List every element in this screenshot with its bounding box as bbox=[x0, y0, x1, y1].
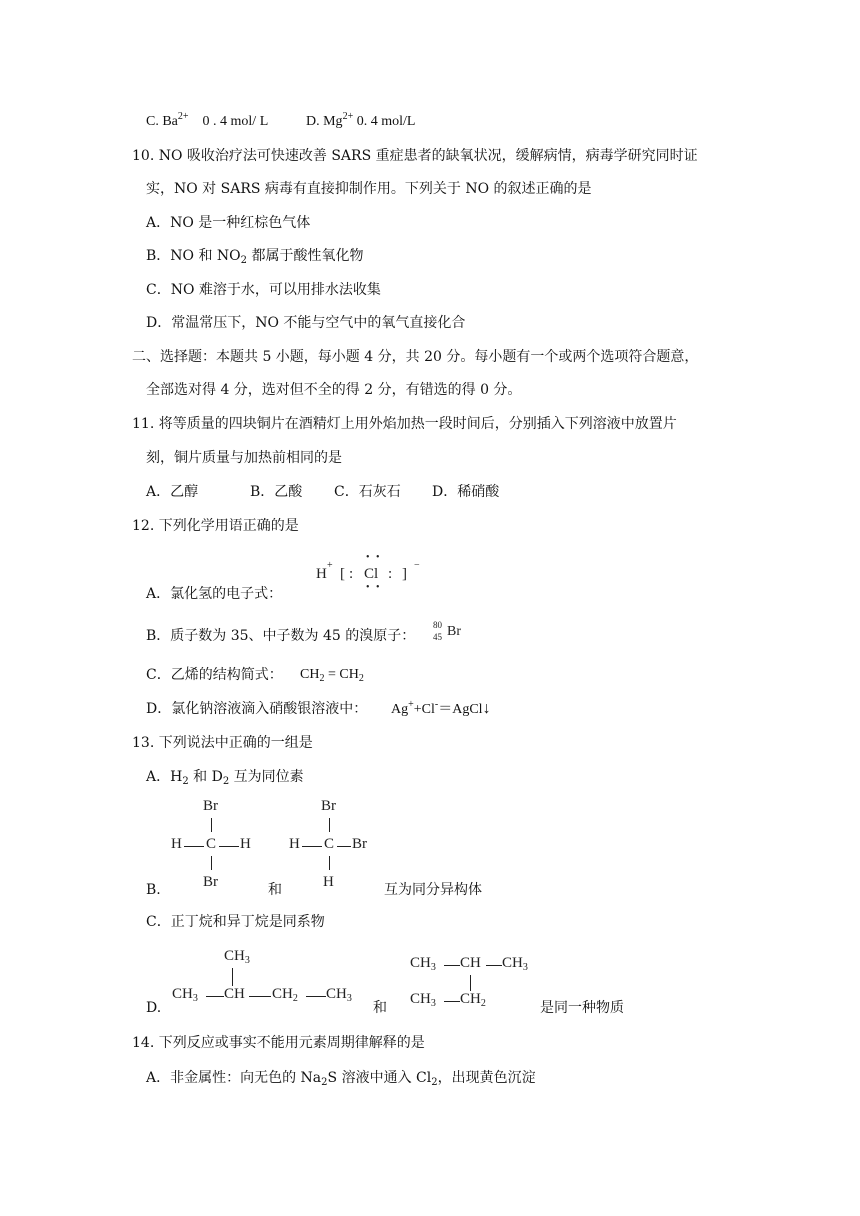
isobutane-structure-2 bbox=[410, 955, 550, 1015]
q13-option-a-sub1: 2 bbox=[182, 776, 189, 787]
q9-option-c-value: 0 . 4 mol/ L bbox=[202, 114, 269, 129]
q11-option-a: A．乙醇 bbox=[146, 484, 199, 500]
precipitate-arrow: ↓ bbox=[482, 700, 491, 717]
q13-option-d-tail: 是同一种物质 bbox=[540, 1000, 624, 1016]
q13-option-d-label: D. bbox=[146, 1000, 162, 1016]
agcl-ag-charge: + bbox=[408, 699, 414, 710]
ethene-left: CH bbox=[300, 667, 320, 682]
q13-option-a-mid: 和 D bbox=[188, 769, 223, 785]
q9-option-c-charge: 2+ bbox=[177, 111, 189, 122]
s1-bottom-br: Br bbox=[203, 874, 218, 890]
q13-option-b-tail: 互为同分异构体 bbox=[384, 882, 482, 898]
hcl-left-dots: : bbox=[349, 566, 354, 582]
s2-top-br: Br bbox=[321, 798, 336, 814]
q9-option-c bbox=[146, 112, 268, 132]
q10-option-b-pre: B．NO 和 NO bbox=[146, 248, 241, 264]
q13-option-a-pre: A．H bbox=[146, 769, 183, 785]
dibromomethane-structure-2 bbox=[286, 798, 376, 894]
q12-br-isotope bbox=[433, 620, 473, 650]
q14-option-a-post: ，出现黄色沉淀 bbox=[437, 1070, 536, 1086]
q10-option-b bbox=[146, 246, 363, 266]
s3-c3: $CH_2$ bbox=[272, 986, 298, 1004]
q13-option-b-label: B. bbox=[146, 882, 161, 898]
s2-center-c: C bbox=[324, 836, 335, 852]
s4-top-left: $CH_3$ bbox=[410, 955, 436, 973]
s1-top-br: Br bbox=[203, 798, 218, 814]
s3-c1: $CH_3$ bbox=[172, 986, 198, 1004]
br-symbol: Br bbox=[447, 624, 461, 639]
agcl-rest: ＝AgCl bbox=[438, 702, 483, 717]
q14-option-a-mid: S 溶液中通入 Cl bbox=[327, 1070, 432, 1086]
q9-option-d bbox=[306, 112, 415, 132]
hcl-right-dots: : bbox=[388, 566, 393, 582]
q10-stem-line1: 10. NO 吸收治疗法可快速改善 SARS 重症患者的缺氧状况，缓解病情，病毒学研究同时证 bbox=[132, 148, 698, 164]
ethene-left-sub: 2 bbox=[319, 673, 325, 684]
q12-option-a: A．氯化氢的电子式： bbox=[146, 586, 283, 602]
q11-option-d: D．稀硝酸 bbox=[432, 484, 500, 500]
q11-stem-line1: 11. 将等质量的四块铜片在酒精灯上用外焰加热一段时间后，分别插入下列溶液中放置片 bbox=[132, 416, 677, 432]
q14-option-a bbox=[146, 1068, 536, 1088]
q10-option-c: C．NO 难溶于水，可以用排水法收集 bbox=[146, 282, 381, 298]
q12-option-c: C．乙烯的结构简式： bbox=[146, 667, 283, 683]
q10-stem-line2: 实，NO 对 SARS 病毒有直接抑制作用。下列关于 NO 的叙述正确的是 bbox=[146, 181, 592, 197]
q9-option-c-prefix: C. Ba bbox=[146, 114, 178, 129]
q10-option-a: A．NO 是一种红棕色气体 bbox=[146, 215, 311, 231]
hcl-bottom-dots: • • bbox=[366, 582, 382, 593]
s1-left-h: H bbox=[171, 836, 182, 852]
q12-option-d-formula bbox=[391, 699, 491, 720]
hcl-h-charge: + bbox=[327, 560, 333, 571]
q10-option-d: D．常温常压下，NO 不能与空气中的氧气直接化合 bbox=[146, 315, 466, 331]
q14-option-a-pre: A．非金属性：向无色的 Na bbox=[146, 1070, 322, 1086]
q14-stem: 14. 下列反应或事实不能用元素周期律解释的是 bbox=[132, 1035, 425, 1051]
q13-option-b-and: 和 bbox=[268, 882, 282, 898]
q13-option-c: C．正丁烷和异丁烷是同系物 bbox=[146, 914, 325, 930]
br-mass-number: 80 bbox=[433, 620, 442, 630]
q12-option-c-formula bbox=[300, 665, 364, 685]
agcl-plus-cl: +Cl bbox=[413, 702, 435, 717]
q13-option-a bbox=[146, 767, 304, 787]
q12-hcl-electron-formula bbox=[316, 552, 426, 600]
q13-option-d-and: 和 bbox=[373, 1000, 387, 1016]
s3-branch: $CH_3$ bbox=[224, 948, 250, 966]
s3-c2: CH bbox=[224, 986, 245, 1002]
s2-left-h: H bbox=[289, 836, 300, 852]
ethene-eq: = bbox=[324, 667, 340, 682]
hcl-open-bracket: [ bbox=[340, 566, 345, 582]
ethene-right-sub: 2 bbox=[358, 673, 364, 684]
ethene-right: CH bbox=[339, 667, 359, 682]
agcl-cl-charge: - bbox=[434, 699, 439, 710]
section2-line2: 全部选对得 4 分，选对但不全的得 2 分，有错选的得 0 分。 bbox=[146, 382, 522, 398]
hcl-h: H bbox=[316, 566, 327, 582]
q11-option-c: C．石灰石 bbox=[334, 484, 401, 500]
s2-bottom-h: H bbox=[323, 874, 334, 890]
agcl-ag: Ag bbox=[391, 702, 409, 717]
s4-top-right: $CH_3$ bbox=[502, 955, 528, 973]
s4-bot-left: $CH_3$ bbox=[410, 991, 436, 1009]
q10-option-b-post: 都属于酸性氧化物 bbox=[247, 248, 364, 264]
s4-bot-right: $CH_2$ bbox=[460, 991, 486, 1009]
q14-option-a-sub2: 2 bbox=[431, 1077, 438, 1088]
q12-stem: 12. 下列化学用语正确的是 bbox=[132, 518, 299, 534]
s1-center-c: C bbox=[206, 836, 217, 852]
s4-top-mid: CH bbox=[460, 955, 481, 971]
isobutane-structure-1 bbox=[172, 948, 362, 1014]
q9-option-d-value: 0. 4 mol/L bbox=[356, 114, 416, 129]
hcl-top-dots: • • bbox=[366, 552, 382, 563]
q11-option-b: B．乙酸 bbox=[250, 484, 303, 500]
hcl-cl: Cl bbox=[364, 566, 379, 582]
s3-c4: $CH_3$ bbox=[326, 986, 352, 1004]
q13-stem: 13. 下列说法中正确的一组是 bbox=[132, 735, 313, 751]
br-atomic-number: 45 bbox=[433, 632, 442, 642]
q11-stem-line2: 刻，铜片质量与加热前相同的是 bbox=[146, 450, 342, 466]
s1-right-h: H bbox=[240, 836, 251, 852]
q9-option-d-prefix: D. Mg bbox=[306, 114, 343, 129]
q14-option-a-sub1: 2 bbox=[321, 1077, 328, 1088]
section2-line1: 二、选择题：本题共 5 小题，每小题 4 分，共 20 分。每小题有一个或两个选项符合题意， bbox=[132, 349, 699, 365]
q12-option-d: D．氯化钠溶液滴入硝酸银溶液中： bbox=[146, 701, 368, 717]
q13-option-a-post: 互为同位素 bbox=[229, 769, 304, 785]
q12-option-b: B．质子数为 35、中子数为 45 的溴原子： bbox=[146, 628, 416, 644]
hcl-close-bracket: ] bbox=[402, 566, 407, 582]
s2-right-br: Br bbox=[352, 836, 367, 852]
q10-option-b-sub: 2 bbox=[240, 255, 248, 266]
hcl-cl-charge: − bbox=[414, 560, 420, 571]
q9-option-d-charge: 2+ bbox=[342, 111, 354, 122]
dibromomethane-structure-1 bbox=[168, 798, 258, 894]
q13-option-a-sub2: 2 bbox=[222, 776, 230, 787]
